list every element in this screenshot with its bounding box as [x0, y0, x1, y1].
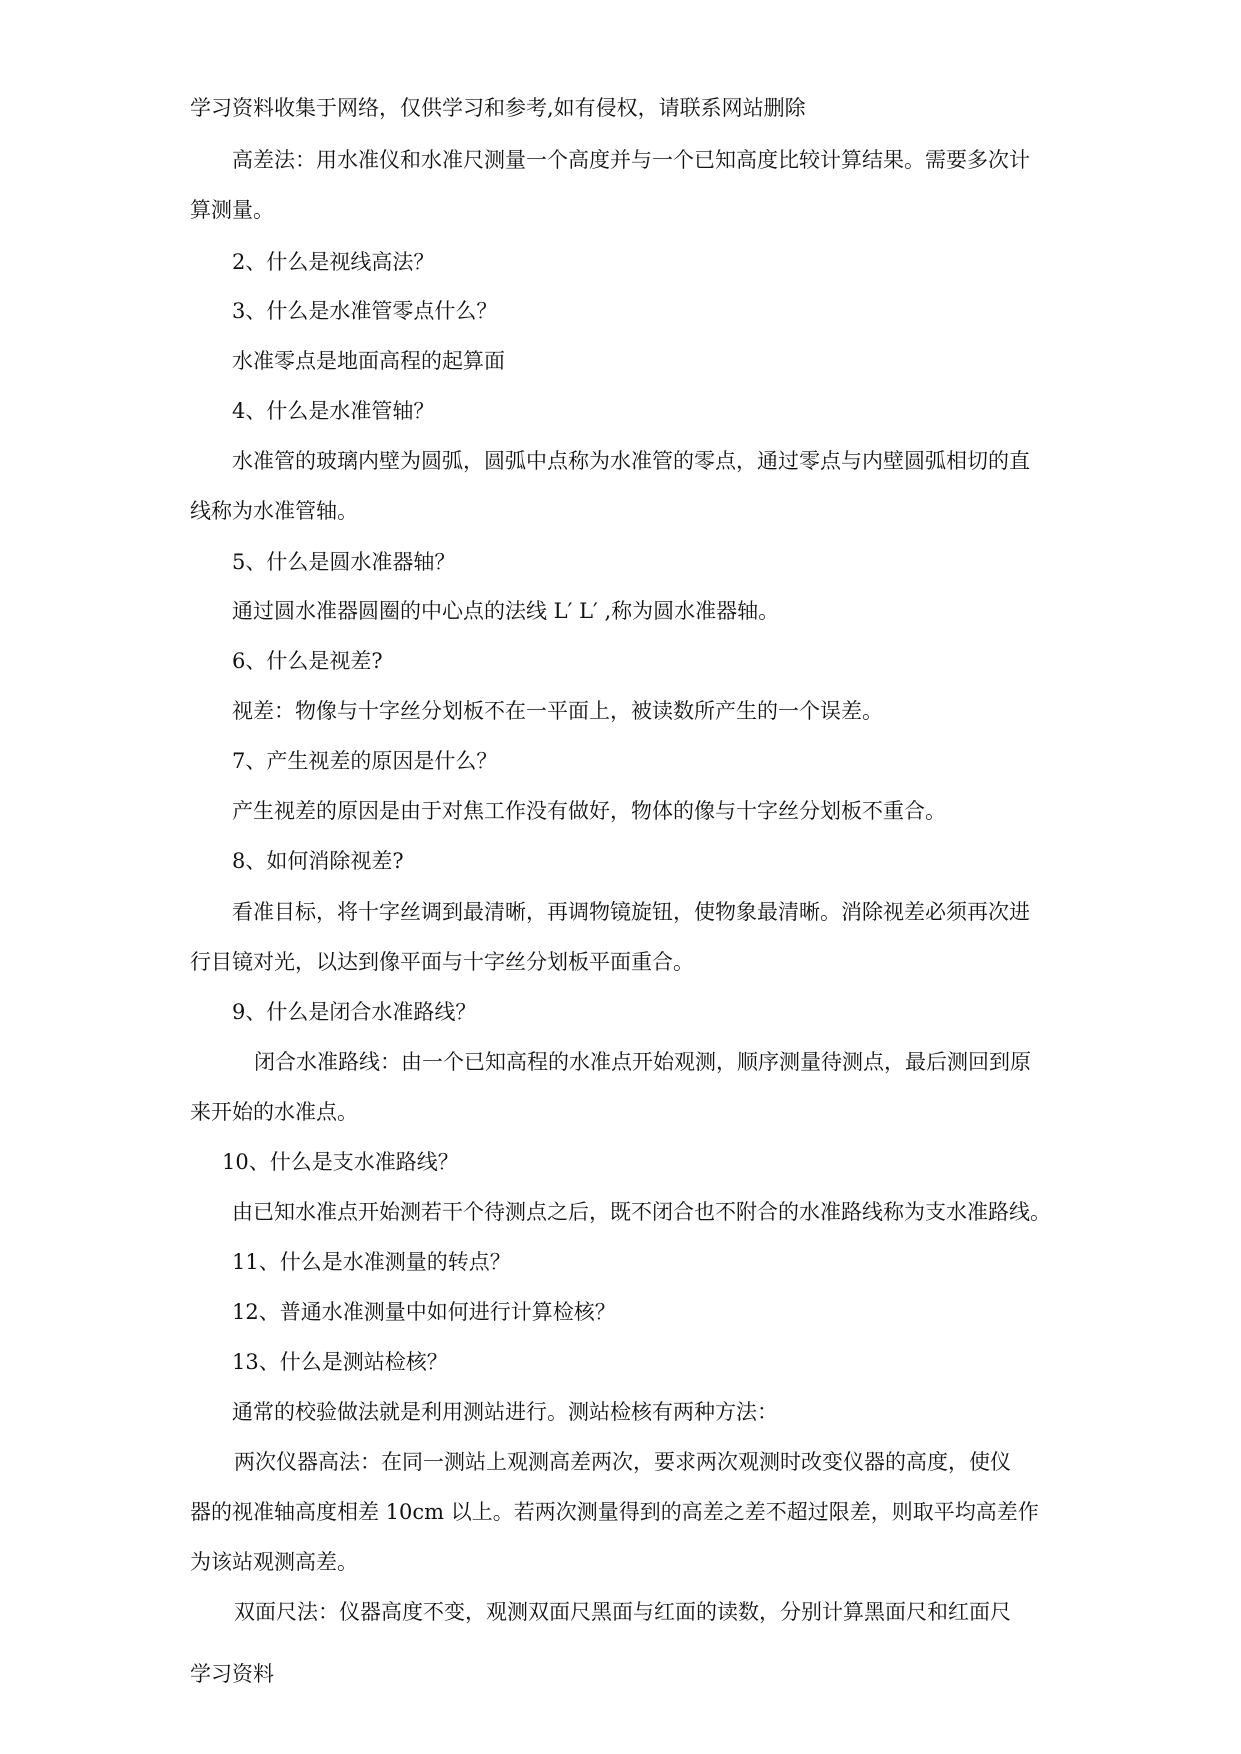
text-line: 10、什么是支水准路线？	[222, 1150, 459, 1174]
text-line: 双面尺法：仪器高度不变，观测双面尺黑面与红面的读数，分别计算黑面尺和红面尺	[234, 1600, 1011, 1624]
text-line: 3、什么是水准管零点什么？	[232, 299, 498, 323]
text-line: 11、什么是水准测量的转点？	[232, 1250, 511, 1274]
text-line: 来开始的水准点。	[190, 1100, 358, 1124]
text-line: 通常的校验做法就是利用测站进行。测站检核有两种方法：	[232, 1400, 778, 1424]
text-line: 两次仪器高法：在同一测站上观测高差两次，要求两次观测时改变仪器的高度，使仪	[234, 1450, 1011, 1474]
text-line: 4、什么是水准管轴？	[232, 399, 435, 423]
text-line: 9、什么是闭合水准路线？	[232, 1000, 477, 1024]
text-line: 通过圆水准器圆圈的中心点的法线 L′ L′ ,称为圆水准器轴。	[232, 599, 780, 623]
text-line: 产生视差的原因是由于对焦工作没有做好，物体的像与十字丝分划板不重合。	[232, 799, 946, 823]
text-line: 13、什么是测站检核？	[232, 1350, 448, 1374]
text-line: 线称为水准管轴。	[190, 499, 358, 523]
text-line: 12、普通水准测量中如何进行计算检核？	[232, 1300, 616, 1324]
text-line: 6、什么是视差?	[232, 649, 383, 673]
text-line: 水准零点是地面高程的起算面	[232, 349, 505, 373]
text-line: 水准管的玻璃内壁为圆弧，圆弧中点称为水准管的零点，通过零点与内壁圆弧相切的直	[232, 449, 1030, 473]
text-line: 由已知水准点开始测若干个待测点之后，既不闭合也不附合的水准路线称为支水准路线。	[232, 1200, 1051, 1224]
text-line: 2、什么是视线高法？	[232, 250, 435, 274]
text-line: 5、什么是圆水准器轴？	[232, 550, 456, 574]
text-line: 视差：物像与十字丝分划板不在一平面上，被读数所产生的一个误差。	[232, 699, 883, 723]
page-footer: 学习资料	[190, 1662, 274, 1686]
text-line: 行目镜对光，以达到像平面与十字丝分划板平面重合。	[190, 950, 694, 974]
text-line: 看准目标，将十字丝调到最清晰，再调物镜旋钮，使物象最清晰。消除视差必须再次进	[232, 900, 1030, 924]
page-header: 学习资料收集于网络，仅供学习和参考,如有侵权，请联系网站删除	[190, 96, 806, 120]
text-line: 为该站观测高差。	[190, 1550, 358, 1574]
text-line: 闭合水准路线：由一个已知高程的水准点开始观测，顺序测量待测点，最后测回到原	[254, 1050, 1031, 1074]
text-line: 器的视准轴高度相差 10cm 以上。若两次测量得到的高差之差不超过限差，则取平均高差作	[190, 1500, 1039, 1524]
text-line: 算测量。	[190, 198, 274, 222]
text-line: 8、如何消除视差?	[232, 849, 404, 873]
text-line: 7、产生视差的原因是什么？	[232, 749, 498, 773]
text-line: 高差法：用水准仪和水准尺测量一个高度并与一个已知高度比较计算结果。需要多次计	[232, 148, 1030, 172]
